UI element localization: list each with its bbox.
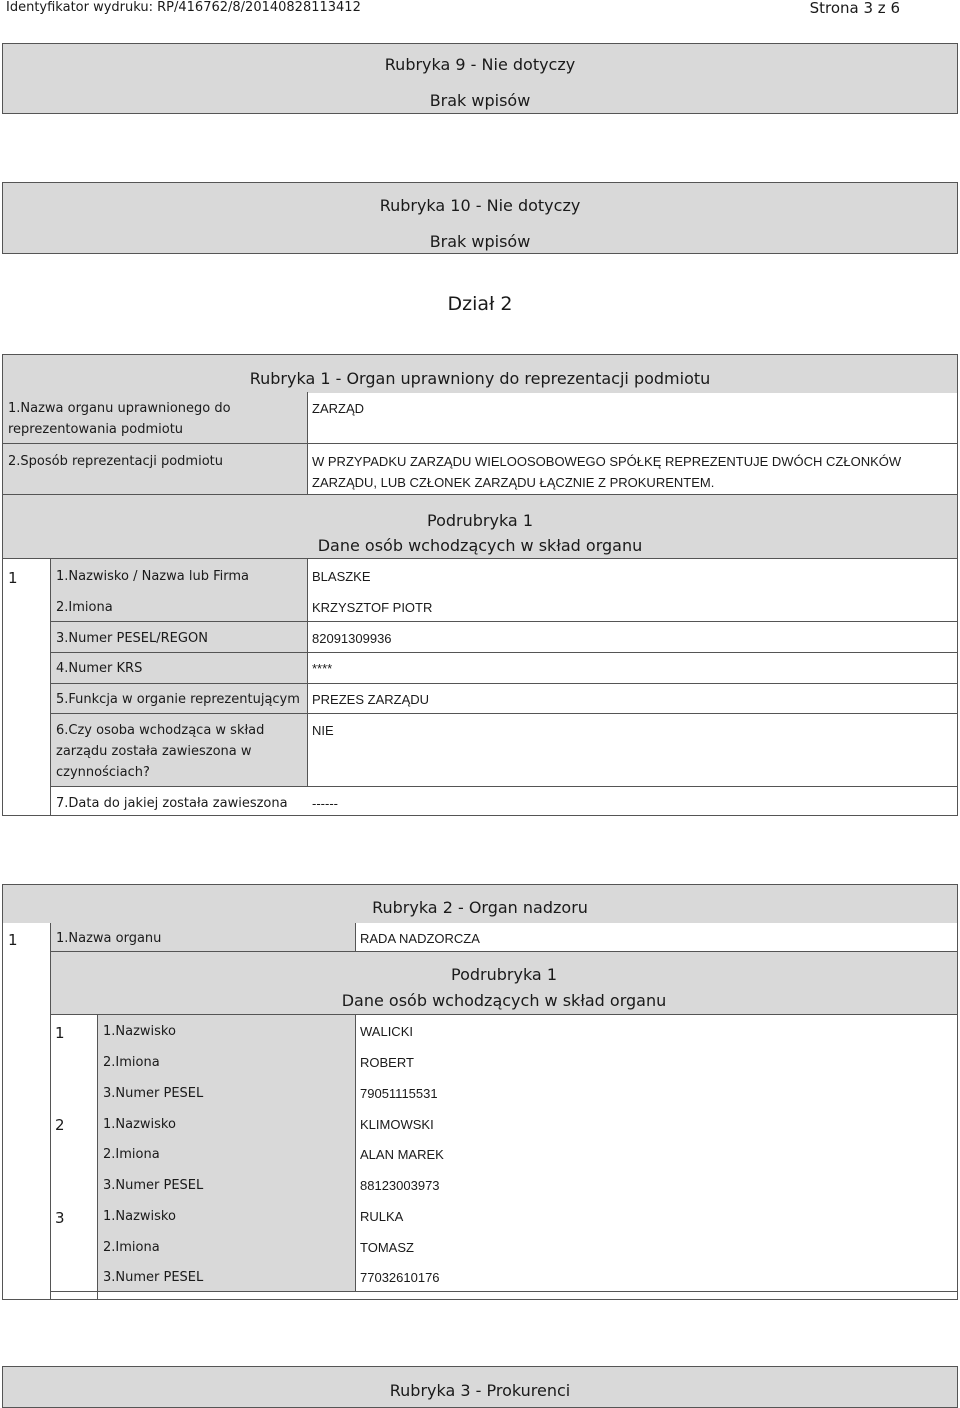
section-title: Dział 2 (447, 293, 513, 315)
function-value: PREZES ZARZĄDU (312, 692, 430, 707)
rubryka-1-title: Rubryka 1 - Organ uprawniony do reprezentacji podmiotu (249, 368, 711, 388)
krs-value: **** (312, 661, 333, 676)
organ-index: 1 (8, 931, 18, 949)
supervisory-organ-value: RADA NADZORCZA (360, 931, 480, 946)
representation-label: 2.Sposób reprezentacji podmiotu (8, 454, 223, 469)
member-2-surname-value: KLIMOWSKI (360, 1117, 434, 1132)
member-2-names-value: ALAN MAREK (360, 1147, 444, 1162)
first-names-value: KRZYSZTOF PIOTR (312, 600, 433, 615)
r2-subsection-title: Podrubryka 1 (451, 964, 557, 984)
suspension-date-value: ------ (312, 796, 338, 811)
member-3-index: 3 (55, 1209, 65, 1227)
member-2-names-label: 2.Imiona (103, 1147, 160, 1162)
function-label: 5.Funkcja w organie reprezentującym (56, 692, 300, 707)
page-number: Strona 3 z 6 (809, 0, 900, 17)
member-3-names-value: TOMASZ (360, 1240, 414, 1255)
rubryka-9-title: Rubryka 9 - Nie dotyczy (384, 54, 576, 74)
member-3-surname-label: 1.Nazwisko (103, 1209, 176, 1224)
member-1-names-label: 2.Imiona (103, 1055, 160, 1070)
surname-label: 1.Nazwisko / Nazwa lub Firma (56, 569, 249, 584)
member-1-pesel-value: 79051115531 (360, 1086, 438, 1101)
member-2-index: 2 (55, 1116, 65, 1134)
member-3-pesel-label: 3.Numer PESEL (103, 1270, 204, 1285)
surname-value: BLASZKE (312, 569, 371, 584)
suspended-value: NIE (312, 723, 334, 738)
member-3-pesel-value: 77032610176 (360, 1270, 440, 1285)
person-index: 1 (8, 569, 18, 587)
member-1-index: 1 (55, 1024, 65, 1042)
member-2-surname-label: 1.Nazwisko (103, 1117, 176, 1132)
organ-name-value: ZARZĄD (312, 401, 364, 416)
member-1-surname-value: WALICKI (360, 1024, 413, 1039)
member-2-pesel-value: 88123003973 (360, 1178, 440, 1193)
first-names-label: 2.Imiona (56, 600, 113, 615)
r1-subsection-subtitle: Dane osób wchodzących w skład organu (317, 535, 643, 555)
rubryka-9-empty: Brak wpisów (429, 90, 531, 110)
suspended-label: 6.Czy osoba wchodząca w skład zarządu została zawieszona w czynnościach? (56, 723, 265, 780)
member-1-pesel-label: 3.Numer PESEL (103, 1086, 204, 1101)
suspension-date-label: 7.Data do jakiej została zawieszona (56, 796, 288, 811)
member-1-surname-label: 1.Nazwisko (103, 1024, 176, 1039)
krs-label: 4.Numer KRS (56, 661, 143, 676)
member-3-names-label: 2.Imiona (103, 1240, 160, 1255)
print-id: Identyfikator wydruku: RP/416762/8/20140828113412 (6, 0, 361, 15)
r2-subsection-subtitle: Dane osób wchodzących w skład organu (341, 990, 667, 1010)
member-3-surname-value: RULKA (360, 1209, 404, 1224)
representation-value: W PRZYPADKU ZARZĄDU WIELOOSOBOWEGO SPÓŁKĘ REPREZENTUJE DWÓCH CZŁONKÓW ZARZĄDU, LUB CZŁONEK ZARZĄDU ŁĄCZNIE Z PROKURENTEM. (312, 454, 902, 490)
pesel-regon-value: 82091309936 (312, 631, 392, 646)
supervisory-organ-label: 1.Nazwa organu (56, 931, 162, 946)
organ-name-label: 1.Nazwa organu uprawnionego do reprezentowania podmiotu (8, 401, 231, 437)
member-1-names-value: ROBERT (360, 1055, 414, 1070)
rubryka-3-title: Rubryka 3 - Prokurenci (389, 1380, 571, 1400)
pesel-regon-label: 3.Numer PESEL/REGON (56, 631, 208, 646)
r1-subsection-title: Podrubryka 1 (427, 510, 533, 530)
member-2-pesel-label: 3.Numer PESEL (103, 1178, 204, 1193)
rubryka-10-empty: Brak wpisów (429, 231, 531, 251)
rubryka-2-title: Rubryka 2 - Organ nadzoru (372, 897, 588, 917)
rubryka-10-title: Rubryka 10 - Nie dotyczy (379, 195, 581, 215)
